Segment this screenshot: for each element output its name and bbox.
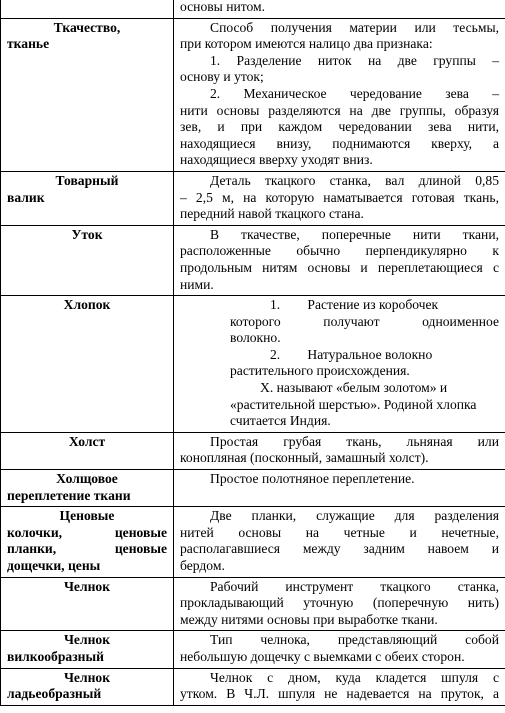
term-line: Челнок bbox=[63, 669, 111, 685]
term-line: Товарный bbox=[55, 172, 119, 188]
definition-line: при котором имеются налицо два признака: bbox=[180, 36, 433, 52]
definition-cell bbox=[174, 18, 505, 171]
term-line: Ткачество, bbox=[53, 19, 121, 35]
term-line: Ценовые bbox=[59, 508, 115, 524]
table-row bbox=[1, 432, 505, 469]
definition-line: Простое полотняное переплетение. bbox=[210, 471, 415, 487]
term-line: планки, ценовые bbox=[7, 541, 167, 557]
definition-line: которого получают одноименное bbox=[230, 313, 499, 329]
definition-line: считается Индия. bbox=[230, 413, 331, 429]
definition-line: находящиеся внизу, поднимаются кверху, а bbox=[180, 135, 499, 151]
definition-line: 1. Растение из коробочек bbox=[270, 297, 439, 313]
definition-line: Деталь ткацкого станка, вал длиной 0,85 bbox=[210, 172, 499, 188]
term-cell bbox=[1, 18, 174, 171]
term-line: Холщовое bbox=[56, 471, 118, 487]
definition-line: небольшую дощечку с выемками с обеих сторон. bbox=[180, 648, 465, 664]
definition-line: нитей основы на четные и нечетные, bbox=[180, 524, 499, 540]
definition-cell bbox=[174, 507, 505, 577]
definition-line: Х. называют «белым золотом» и bbox=[260, 380, 448, 396]
definition-line: «растительной шерстью». Родиной хлопка bbox=[230, 396, 477, 412]
definition-line: волокно. bbox=[230, 330, 281, 346]
term-line: Холст bbox=[68, 433, 106, 449]
definition-line: растительного происхождения. bbox=[230, 363, 410, 379]
definition-line: 2. Натуральное волокно bbox=[270, 346, 433, 362]
table-row bbox=[1, 668, 505, 705]
term-line: колочки, ценовые bbox=[7, 524, 167, 540]
term-line: валик bbox=[7, 189, 45, 205]
table-row bbox=[1, 470, 505, 507]
term-line: Челнок bbox=[63, 578, 111, 594]
table-row bbox=[1, 225, 505, 295]
definition-line: между нитями основы при выработке ткани. bbox=[180, 611, 438, 627]
term-cell bbox=[1, 631, 174, 668]
definition-line: Челнок с дном, куда кладется шпуля с bbox=[210, 669, 499, 685]
term-cell bbox=[1, 668, 174, 705]
definition-line: Рабочий инструмент ткацкого станка, bbox=[210, 578, 499, 594]
definition-line: продольным нитям основы и переплетающиеся с bbox=[180, 259, 499, 275]
definition-line: Две планки, служащие для разделения bbox=[210, 508, 499, 524]
definition-line: зев, и при каждом чередовании зева нити, bbox=[180, 119, 499, 135]
definition-line: основу и уток; bbox=[180, 69, 264, 85]
definition-cell bbox=[174, 171, 505, 225]
table-row bbox=[1, 296, 505, 433]
term-line: тканье bbox=[7, 36, 50, 52]
definition-line: 2. Механическое чередование зева – bbox=[210, 85, 499, 101]
term-line: Уток bbox=[71, 226, 103, 242]
definition-cell bbox=[174, 577, 505, 631]
table-row bbox=[1, 18, 505, 171]
definition-cell bbox=[174, 668, 505, 705]
term-cell bbox=[1, 171, 174, 225]
table-row bbox=[1, 171, 505, 225]
definition-line: – 2,5 м, на которую наматывается готовая ткань, bbox=[180, 189, 499, 205]
definition-cell bbox=[174, 631, 505, 668]
definition-cell bbox=[174, 0, 505, 18]
term-cell bbox=[1, 577, 174, 631]
definition-line: бердом. bbox=[180, 558, 225, 573]
definition-line: передний навой ткацкого стана. bbox=[180, 206, 364, 222]
term-line: Челнок bbox=[63, 632, 111, 648]
table-row bbox=[1, 577, 505, 631]
term-cell bbox=[1, 225, 174, 295]
definition-line: прокладывающий уточную (поперечную нить) bbox=[180, 595, 499, 611]
definition-line: располагавшиеся между задним навоем и bbox=[180, 541, 499, 557]
term-line: переплетение ткани bbox=[7, 487, 131, 503]
term-cell bbox=[1, 0, 174, 18]
term-cell bbox=[1, 296, 174, 433]
definition-line: 1. Разделение ниток на две группы – bbox=[210, 52, 499, 68]
definition-line: Способ получения материи или тесьмы, bbox=[210, 19, 499, 35]
definition-cell bbox=[174, 296, 505, 433]
term-cell bbox=[1, 470, 174, 507]
definition-line: основы нитом. bbox=[180, 0, 266, 14]
definition-line: конопляная (посконный, замашный холст). bbox=[180, 450, 429, 466]
term-cell bbox=[1, 507, 174, 577]
definition-cell bbox=[174, 470, 505, 507]
term-line: вилкообразный bbox=[7, 648, 104, 664]
definition-line: нити основы разделяются на две группы, образуя bbox=[180, 102, 499, 118]
definition-cell bbox=[174, 432, 505, 469]
table-row bbox=[1, 631, 505, 668]
table-row bbox=[1, 0, 505, 18]
definition-cell bbox=[174, 225, 505, 295]
definition-line: ними. bbox=[180, 276, 214, 292]
definition-line: находящиеся вверху уходят вниз. bbox=[180, 152, 373, 168]
table-row bbox=[1, 507, 505, 577]
term-line: ладьеобразный bbox=[7, 686, 102, 702]
definition-line: Простая грубая ткань, льняная или bbox=[210, 433, 499, 449]
definition-line: утком. В Ч.Л. шпуля не надевается на пруток, а bbox=[180, 686, 499, 702]
term-line: Хлопок bbox=[63, 297, 111, 313]
term-cell bbox=[1, 432, 174, 469]
term-line: дощечки, цены bbox=[7, 558, 101, 573]
definition-line: В ткачестве, поперечные нити ткани, bbox=[210, 226, 499, 242]
definition-line: расположенные обычно перпендикулярно к bbox=[180, 243, 499, 259]
definition-line: Тип челнока, представляющий собой bbox=[210, 632, 499, 648]
